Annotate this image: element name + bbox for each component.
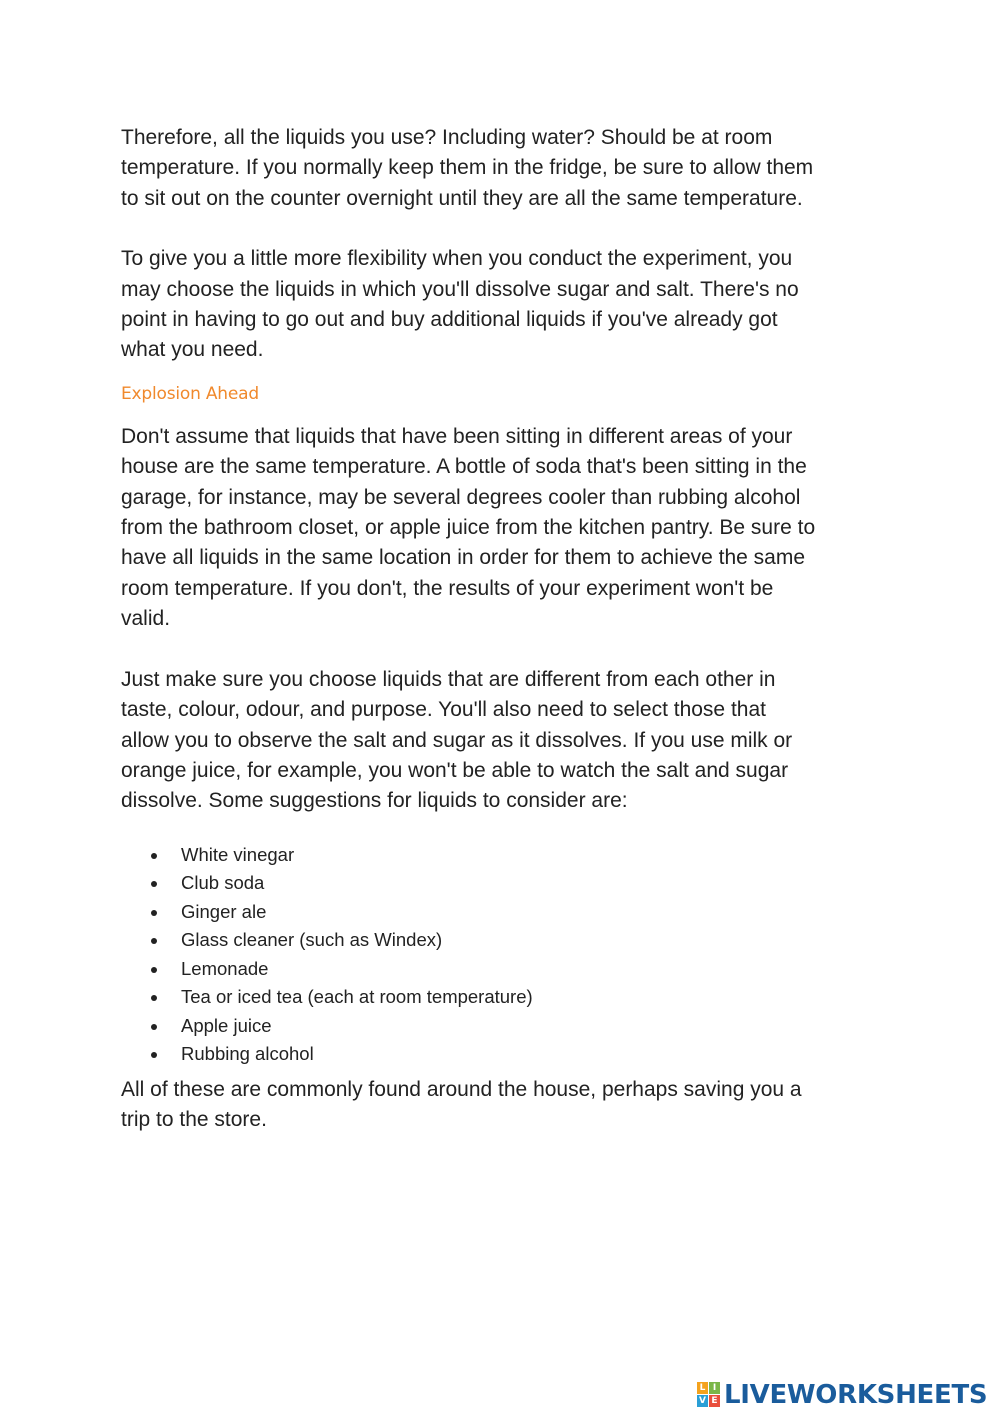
paragraph-common-items: All of these are commonly found around the house, perhaps saving you a trip to the store. — [121, 1077, 802, 1132]
list-item — [121, 1040, 891, 1069]
liquids-list — [121, 841, 891, 1069]
liveworksheets-logo-text: LIVEWORKSHEETS — [724, 1380, 988, 1410]
list-item — [121, 869, 891, 898]
list-item-label: Club soda — [181, 872, 265, 894]
list-item — [121, 955, 891, 984]
list-item — [121, 841, 891, 870]
bullet-icon — [151, 967, 157, 973]
list-item-label: Rubbing alcohol — [181, 1043, 314, 1065]
logo-letter-v: V — [697, 1395, 708, 1407]
logo-letter-e: E — [709, 1395, 720, 1407]
list-item — [121, 898, 891, 927]
bullet-icon — [151, 995, 157, 1001]
bullet-icon — [151, 853, 157, 859]
bullet-icon — [151, 881, 157, 887]
list-item-label: Tea or iced tea (each at room temperature) — [181, 986, 533, 1008]
list-item-label: Glass cleaner (such as Windex) — [181, 929, 443, 951]
list-item — [121, 926, 891, 955]
bullet-icon — [151, 1024, 157, 1030]
bullet-icon — [151, 938, 157, 944]
list-item — [121, 1012, 891, 1041]
worksheet-page — [121, 123, 891, 1136]
logo-letter-i: I — [709, 1382, 720, 1394]
liveworksheets-logo-icon — [697, 1382, 721, 1408]
list-item-label: Lemonade — [181, 957, 269, 979]
paragraph-room-temperature: Therefore, all the liquids you use? Including water? Should be at room temperature. If you normally keep them in the fridge, be sure to allow them to sit out on the counter overnight until they are all the same temperature. — [121, 126, 814, 210]
paragraph-temperature-locations: Don't assume that liquids that have been sitting in different areas of your house are the same temperature. A bottle of soda that's been sitting in the garage, for instance, may be several degrees cooler than rubbing alcohol from the bathroom closet, or apple juice from the kitchen pantry. Be sure to have all liquids in the same location in order for them to achieve the same room temperature. If you don't, the results of your experiment won't be valid. — [121, 424, 816, 631]
list-item — [121, 983, 891, 1012]
bullet-icon — [151, 910, 157, 916]
subheading-explosion-ahead: Explosion Ahead — [121, 383, 259, 404]
bullet-icon — [151, 1052, 157, 1058]
list-item-label: Apple juice — [181, 1014, 272, 1036]
list-item-label: White vinegar — [181, 843, 295, 865]
logo-letter-l: L — [697, 1382, 708, 1394]
list-item-label: Ginger ale — [181, 900, 267, 922]
paragraph-flexibility: To give you a little more flexibility when you conduct the experiment, you may choose the liquids in which you'll dissolve sugar and salt. There's no point in having to go out and buy additional liquids if you've already got what you need. — [121, 247, 799, 362]
paragraph-choose-liquids: Just make sure you choose liquids that are different from each other in taste, colour, odour, and purpose. You'll also need to select those that allow you to observe the salt and sugar as it dissolves. If you use milk or orange juice, for example, you won't be able to watch the salt and sugar dissolve. Some suggestions for liquids to consider are: — [121, 667, 793, 813]
liveworksheets-logo[interactable] — [697, 1378, 987, 1412]
